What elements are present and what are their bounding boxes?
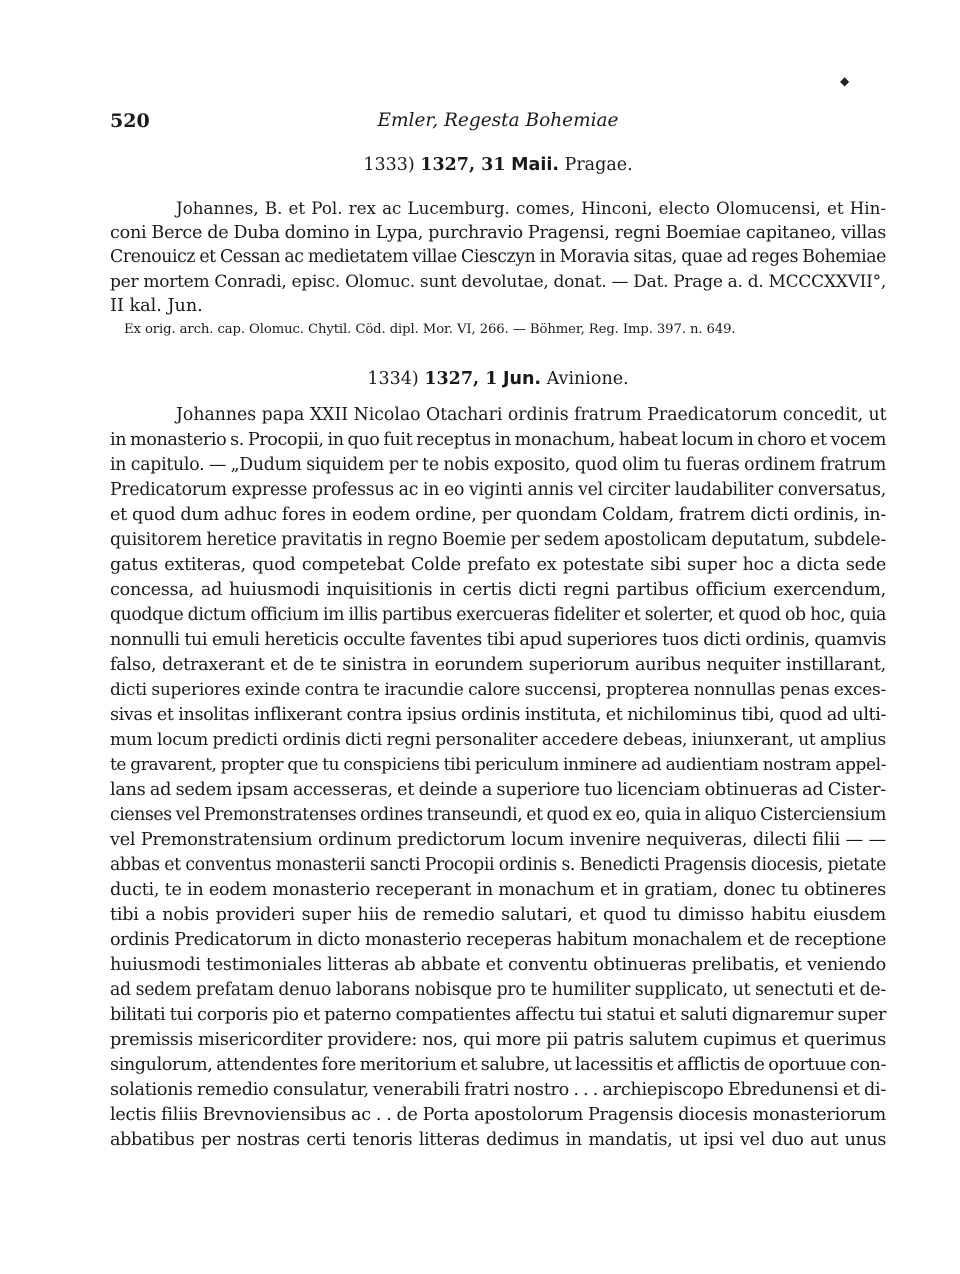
charter-1334-text-line: et quod dum adhuc fores in eodem ordine, per quondam Coldam, fratrem dicti ordinis, in-: [110, 505, 886, 525]
charter-date: 1327, 1: [424, 369, 498, 389]
charter-1334-text-line: lectis filiis Brevnoviensibus ac . . de Porta apostolorum Pragensis diocesis monasteriorum: [110, 1105, 886, 1125]
charter-1333-source: Ex orig. arch. cap. Olomuc. Chytil. Cöd. dipl. Mor. VI, 266. — Böhmer, Reg. Imp. 397. n. 649.: [124, 322, 736, 337]
charter-1333-text-line: per mortem Conradi, episc. Olomuc. sunt devolutae, donat. — Dat. Prage a. d. MCCCXXVII°,: [110, 272, 886, 292]
charter-number: 1333): [363, 155, 415, 175]
charter-1334-text-line: ducti, te in eodem monasterio receperant in monachum et in gratiam, donec tu obtineres: [110, 880, 886, 900]
charter-1334-text-line: quodque dictum officium im illis partibus exercueras fideliter et solerter, et quod ob hoc, quia: [110, 605, 886, 625]
charter-1334-text-line: nonnulli tui emuli hereticis occulte faventes tibi apud superiores tuos dicti ordinis, quamvis: [110, 630, 886, 650]
charter-1334-heading: [110, 367, 886, 391]
charter-month: Jun.: [502, 369, 542, 389]
charter-1334-text-line: cienses vel Premonstratenses ordines transeundi, et quod ex eo, quia in aliquo Cisterciensium: [110, 805, 886, 825]
charter-1334-text-line: in monasterio s. Procopii, in quo fuit receptus in monachum, habeat locum in choro et vocem: [110, 430, 886, 450]
charter-1333-text-line: II kal. Jun.: [110, 296, 203, 316]
charter-number: 1334): [367, 369, 419, 389]
charter-1334-text-line: Johannes papa XXII Nicolao Otachari ordinis fratrum Praedicatorum concedit, ut: [176, 405, 887, 425]
charter-1333-heading: [110, 153, 886, 177]
charter-month: Maii.: [511, 155, 559, 175]
charter-1333-text-line: Johannes, B. et Pol. rex ac Lucemburg. comes, Hinconi, electo Olomucensi, et Hin-: [176, 198, 886, 218]
charter-1334-text-line: te gravarent, propter que tu conspiciens tibi periculum inminere ad audientiam nostram appel-: [110, 755, 886, 775]
charter-1334-text-line: abbatibus per nostras certi tenoris litteras dedimus in mandatis, ut ipsi vel duo aut unus: [110, 1130, 886, 1150]
running-title: Emler, Regesta Bohemiae: [377, 110, 619, 131]
charter-1334-text-line: gatus extiteras, quod competebat Colde prefato ex potestate sibi super hoc a dicta sede: [110, 555, 886, 575]
page-number: 520: [110, 110, 150, 132]
charter-1333-text-line: coni Berce de Duba domino in Lypa, purchravio Pragensi, regni Boemiae capitaneo, villas: [110, 223, 886, 243]
charter-1334-text-line: huiusmodi testimoniales litteras ab abbate et conventu obtinueras prelibatis, et veniendo: [110, 955, 886, 975]
charter-1334-text-line: ad sedem prefatam denuo laborans nobisque pro te humiliter supplicato, ut senectuti et de-: [110, 980, 886, 1000]
charter-1334-text-line: sivas et insolitas inflixerant contra ipsius ordinis instituta, et nichilominus tibi, quod ad ulti-: [110, 705, 886, 725]
charter-1334-text-line: mum locum predicti ordinis dicti regni personaliter accedere debeas, iniunxerant, ut amplius: [110, 730, 886, 750]
charter-1334-text-line: in capitulo. — „Dudum siquidem per te nobis exposito, quod olim tu fueras ordinem fratrum: [110, 455, 886, 475]
charter-1334-text-line: solationis remedio consulatur, venerabili fratri nostro . . . archiepiscopo Ebredunensi et di-: [110, 1080, 887, 1100]
charter-1334-text-line: quisitorem heretice pravitatis in regno Boemie per sedem apostolicam deputatum, subdele-: [110, 530, 886, 550]
charter-1334-text-line: falso, detraxerant et de te sinistra in eorundem superiorum auribus nequiter instillarant,: [110, 655, 886, 675]
charter-1334-text-line: tibi a nobis provideri super hiis de remedio salutari, et quod tu dimisso habitu eiusdem: [110, 905, 886, 925]
charter-place: Avinione.: [546, 369, 629, 389]
charter-1334-text-line: vel Premonstratensium ordinum predictorum locum invenire nequiveras, dilecti filii — —: [110, 830, 886, 850]
charter-1334-text-line: premissis misericorditer providere: nos, qui more pii patris salutem cupimus et querimus: [110, 1030, 886, 1050]
charter-1334-text-line: concessa, ad huiusmodi inquisitionis in certis dicti regni partibus officium exercendum,: [110, 580, 886, 600]
charter-1334-text-line: ordinis Predicatorum in dicto monasterio receperas habitum monachalem et de receptione: [110, 930, 886, 950]
charter-place: Pragae.: [564, 155, 633, 175]
charter-1333-text-line: Crenouicz et Cessan ac medietatem villae Ciesczyn in Moravia sitas, quae ad reges Bohemiae: [110, 247, 886, 267]
charter-1334-text-line: singulorum, attendentes fore meritorium et salubre, ut lacessitis et afflictis de oportuue con-: [110, 1055, 886, 1075]
charter-date: 1327, 31: [420, 155, 506, 175]
charter-1334-text-line: bilitati tui corporis pio et paterno compatientes affectu tui statui et saluti dignaremur super: [110, 1005, 886, 1025]
charter-1334-text-line: abbas et conventus monasterii sancti Procopii ordinis s. Benedicti Pragensis diocesis, pietate: [110, 855, 886, 875]
charter-1334-text-line: dicti superiores exinde contra te iracundie calore succensi, propterea nonnullas penas exces-: [110, 680, 886, 700]
charter-1334-text-line: lans ad sedem ipsam accesseras, et deinde a superiore tuo licenciam obtinueras ad Cister-: [110, 780, 886, 800]
charter-1334-text-line: Predicatorum expresse professus ac in eo viginti annis vel circiter laudabiliter conversatus,: [110, 480, 886, 500]
corner-mark: ◆: [840, 74, 850, 88]
running-head: [110, 110, 886, 136]
